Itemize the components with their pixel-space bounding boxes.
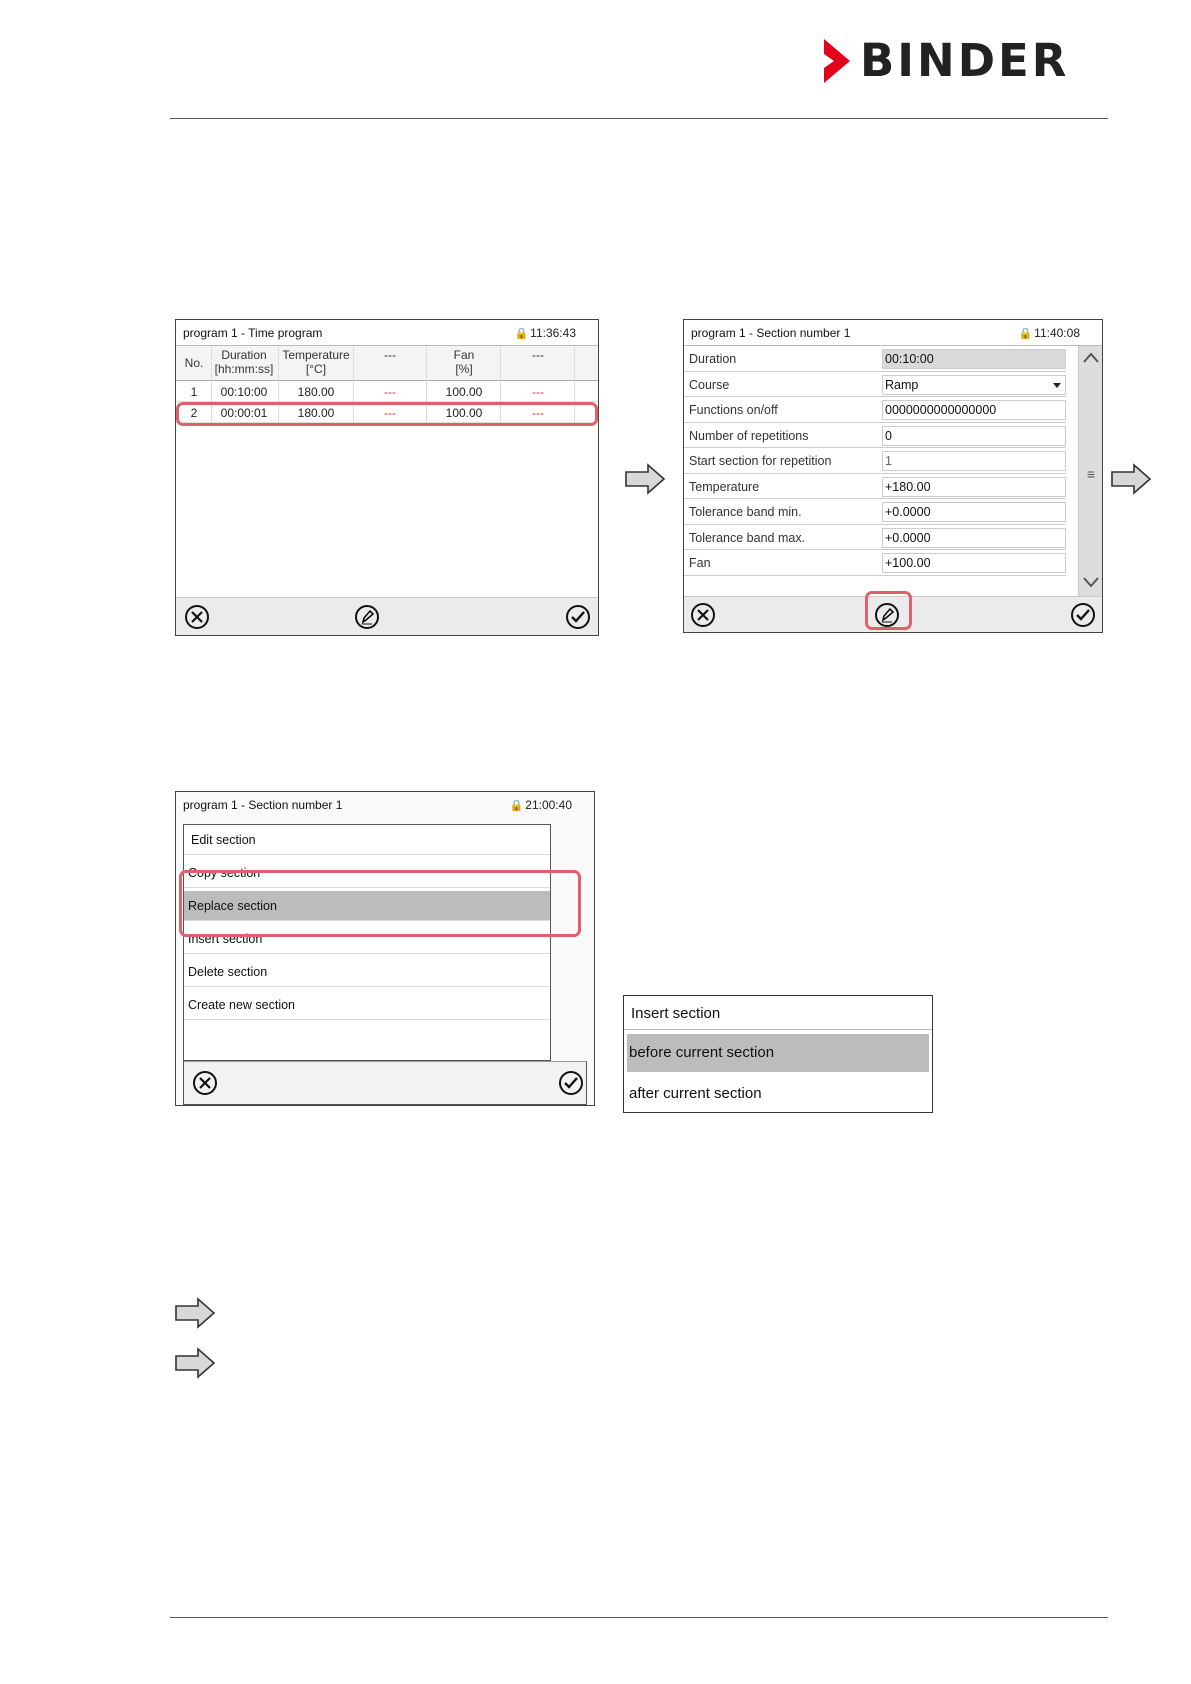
confirm-button[interactable] xyxy=(558,1070,584,1096)
cell-temperature: 180.00 xyxy=(297,385,335,399)
cancel-icon xyxy=(184,604,210,630)
cancel-icon xyxy=(690,602,716,628)
temperature-field[interactable]: +180.00 xyxy=(882,477,1066,497)
popup-title: Insert section xyxy=(631,1005,721,1022)
param-row-start-section: Start section for repetition 1 xyxy=(684,448,1066,474)
option-before-current-section[interactable]: before current section xyxy=(627,1034,929,1072)
lock-icon: 🔒 xyxy=(509,799,524,812)
table-row[interactable] xyxy=(176,381,598,402)
cell-no: 2 xyxy=(190,406,198,420)
menu-item-delete-section[interactable]: Delete section xyxy=(184,957,550,987)
clock xyxy=(514,326,576,340)
menu-item-insert-section[interactable]: Insert section xyxy=(184,924,550,954)
menu-item-create-new-section[interactable]: Create new section xyxy=(184,990,550,1020)
tolerance-min-field[interactable]: +0.0000 xyxy=(882,502,1066,522)
confirm-icon xyxy=(1070,602,1096,628)
highlight-replace-insert xyxy=(179,870,581,937)
duration-field[interactable]: 00:10:00 xyxy=(882,349,1066,369)
clock-time: 21:00:40 xyxy=(525,798,572,812)
screen-header xyxy=(176,792,594,818)
dropdown-arrow-icon xyxy=(1053,383,1061,388)
time-program-screen xyxy=(175,319,599,636)
clock-time: 11:36:43 xyxy=(530,326,576,340)
screen-header xyxy=(684,320,1102,346)
option-after-current-section[interactable]: after current section xyxy=(629,1085,762,1102)
col-header-empty-2: --- xyxy=(532,348,544,362)
cell-fan: 100.00 xyxy=(445,385,483,399)
table-header xyxy=(176,346,598,381)
confirm-icon xyxy=(558,1070,584,1096)
lock-icon: 🔒 xyxy=(514,327,529,340)
clock-time: 11:40:08 xyxy=(1034,326,1080,340)
lock-icon: 🔒 xyxy=(1018,327,1033,340)
cancel-button[interactable] xyxy=(184,604,210,630)
clock xyxy=(510,798,572,812)
edit-icon xyxy=(354,604,380,630)
cell-fan: 100.00 xyxy=(445,406,483,420)
confirm-icon xyxy=(565,604,591,630)
scroll-down-icon[interactable] xyxy=(1079,572,1103,597)
cell-empty-2: --- xyxy=(532,385,544,399)
screen-title: program 1 - Time program xyxy=(183,325,323,340)
cancel-button[interactable] xyxy=(690,602,716,628)
cancel-button[interactable] xyxy=(192,1070,218,1096)
confirm-button[interactable] xyxy=(565,604,591,630)
repetitions-field[interactable]: 0 xyxy=(882,426,1066,446)
cell-duration: 00:10:00 xyxy=(220,385,268,399)
edit-button[interactable] xyxy=(354,604,380,630)
tolerance-max-field[interactable]: +0.0000 xyxy=(882,528,1066,548)
param-row-fan: Fan +100.00 xyxy=(684,550,1066,576)
screen-header xyxy=(176,320,598,346)
col-header-duration: Duration [hh:mm:ss] xyxy=(214,348,274,376)
param-row-functions: Functions on/off 0000000000000000 xyxy=(684,397,1066,423)
col-header-no: No. xyxy=(184,356,204,370)
start-section-field[interactable]: 1 xyxy=(882,451,1066,471)
col-header-temperature: Temperature [°C] xyxy=(282,348,350,376)
insert-section-popup xyxy=(623,995,933,1113)
param-row-tolerance-max: Tolerance band max. +0.0000 xyxy=(684,525,1066,551)
cell-no: 1 xyxy=(190,385,198,399)
cell-empty-2: --- xyxy=(532,406,544,420)
cell-empty-1: --- xyxy=(384,406,396,420)
section-menu-screen xyxy=(175,791,595,1106)
param-row-course: Course Ramp xyxy=(684,372,1066,398)
screen-title: program 1 - Section number 1 xyxy=(183,798,343,812)
section-menu xyxy=(183,824,551,1061)
scrollbar[interactable] xyxy=(1078,346,1102,597)
param-row-tolerance-min: Tolerance band min. +0.0000 xyxy=(684,499,1066,525)
clock xyxy=(1018,326,1080,340)
course-select[interactable]: Ramp xyxy=(882,375,1066,395)
screen-footer xyxy=(183,1061,587,1105)
binder-logo-mark-icon xyxy=(822,38,852,84)
cell-temperature: 180.00 xyxy=(297,406,335,420)
footer-divider xyxy=(170,1617,1108,1618)
brand-name: BINDER xyxy=(860,34,1070,87)
param-row-duration: Duration 00:10:00 xyxy=(684,346,1066,372)
right-arrow-icon xyxy=(174,1297,216,1329)
functions-field[interactable]: 0000000000000000 xyxy=(882,400,1066,420)
param-row-temperature: Temperature +180.00 xyxy=(684,474,1066,500)
cancel-icon xyxy=(192,1070,218,1096)
highlight-row-2 xyxy=(176,402,598,426)
menu-item-edit-section[interactable]: Edit section xyxy=(184,825,550,855)
screen-footer xyxy=(176,597,598,635)
right-arrow-icon xyxy=(624,463,666,495)
cell-empty-1: --- xyxy=(384,385,396,399)
right-arrow-icon xyxy=(174,1347,216,1379)
right-arrow-icon xyxy=(1110,463,1152,495)
scroll-handle-icon[interactable]: ≡ xyxy=(1086,466,1096,482)
parameter-list xyxy=(684,346,1066,576)
confirm-button[interactable] xyxy=(1070,602,1096,628)
menu-item-replace-section[interactable]: Replace section xyxy=(184,891,550,921)
binder-logo xyxy=(822,34,1070,87)
cell-duration: 00:00:01 xyxy=(220,406,268,420)
screen-title: program 1 - Section number 1 xyxy=(691,325,851,340)
col-header-fan: Fan [%] xyxy=(453,348,475,376)
fan-field[interactable]: +100.00 xyxy=(882,553,1066,573)
scroll-up-icon[interactable] xyxy=(1079,348,1103,373)
header-divider xyxy=(170,118,1108,119)
highlight-edit-button xyxy=(865,591,912,630)
col-header-empty-1: --- xyxy=(384,348,396,362)
section-screen xyxy=(683,319,1103,633)
menu-item-copy-section[interactable]: Copy section xyxy=(184,858,550,888)
param-row-repetitions: Number of repetitions 0 xyxy=(684,423,1066,449)
